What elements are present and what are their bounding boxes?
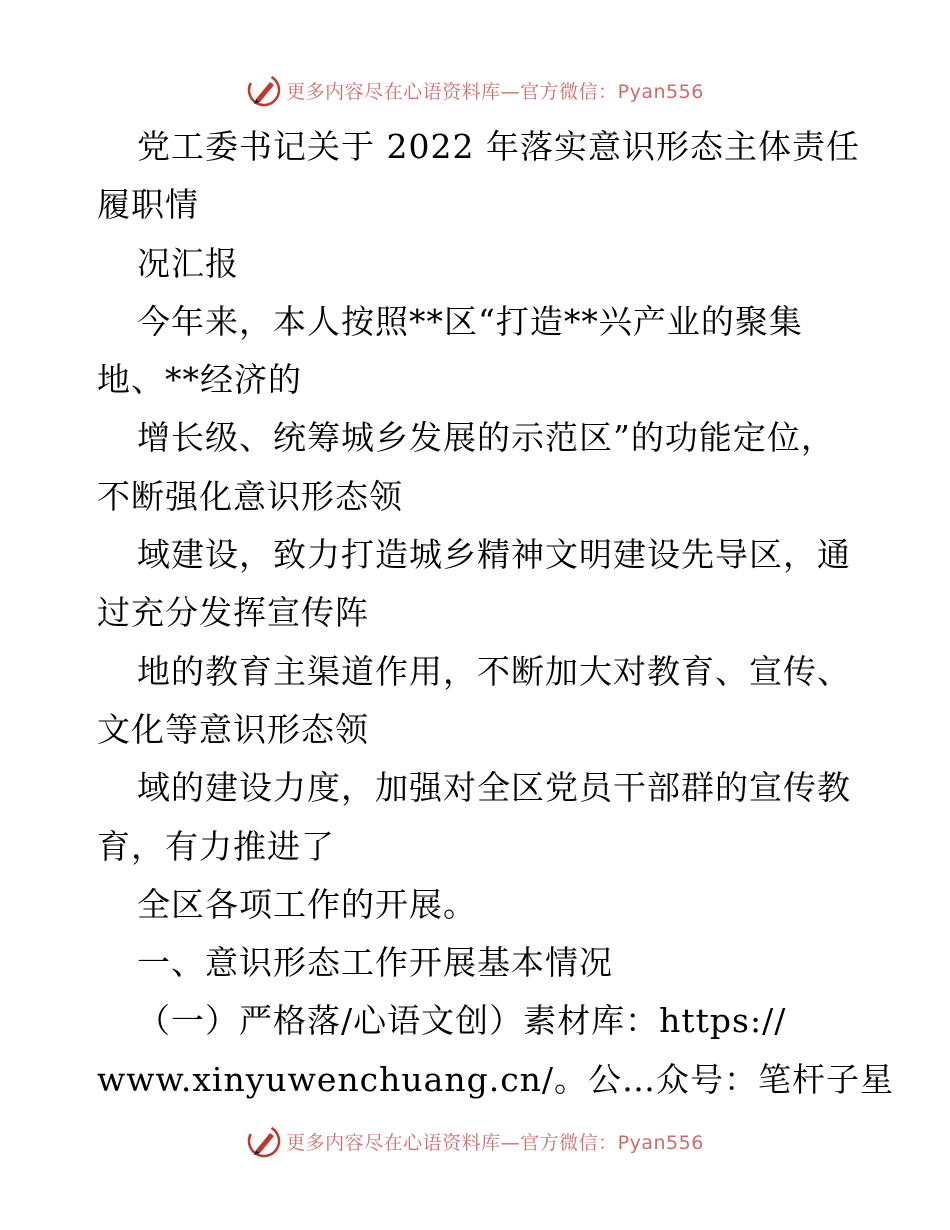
document-body — [97, 118, 895, 1109]
text-line: 今年来，本人按照**区“打造**兴产业的聚集 — [137, 301, 803, 341]
text-line: 文化等意识形态领 — [97, 709, 369, 749]
text-line: 况汇报 — [137, 243, 239, 283]
text-line: 域的建设力度，加强对全区党员干部群的宣传教 — [137, 768, 851, 808]
text-line: 一、意识形态工作开展基本情况 — [137, 943, 613, 983]
text-line: 全区各项工作的开展。 — [137, 884, 477, 924]
text-line: （一）严格落/心语文创）素材库：https:// — [137, 1001, 787, 1041]
text-line: 地的教育主渠道作用，不断加大对教育、宣传、 — [137, 651, 851, 691]
text-line: 增长级、统筹城乡发展的示范区”的功能定位， — [137, 418, 835, 458]
text-line: 过充分发挥宣传阵 — [97, 593, 369, 633]
text-line: 地、**经济的 — [97, 360, 302, 400]
text-line: 育，有力推进了 — [97, 826, 335, 866]
watermark-banner-top — [0, 70, 950, 110]
text-line: 党工委书记关于 2022 年落实意识形态主体责任 — [137, 127, 860, 166]
text-line: 域建设，致力打造城乡精神文明建设先导区，通 — [137, 535, 851, 575]
watermark-text: 更多内容尽在心语资料库—官方微信：Pyan556 — [286, 1131, 704, 1154]
text-line: 不断强化意识形态领 — [97, 476, 403, 516]
watermark-text: 更多内容尽在心语资料库—官方微信：Pyan556 — [286, 80, 704, 103]
text-line: 履职情 — [97, 185, 199, 225]
pen-logo-icon — [246, 1123, 282, 1159]
text-line: www.xinyuwenchuang.cn/。公…众号：笔杆子星 — [97, 1059, 895, 1099]
watermark-banner-bottom — [0, 1121, 950, 1161]
pen-logo-icon — [246, 72, 282, 108]
